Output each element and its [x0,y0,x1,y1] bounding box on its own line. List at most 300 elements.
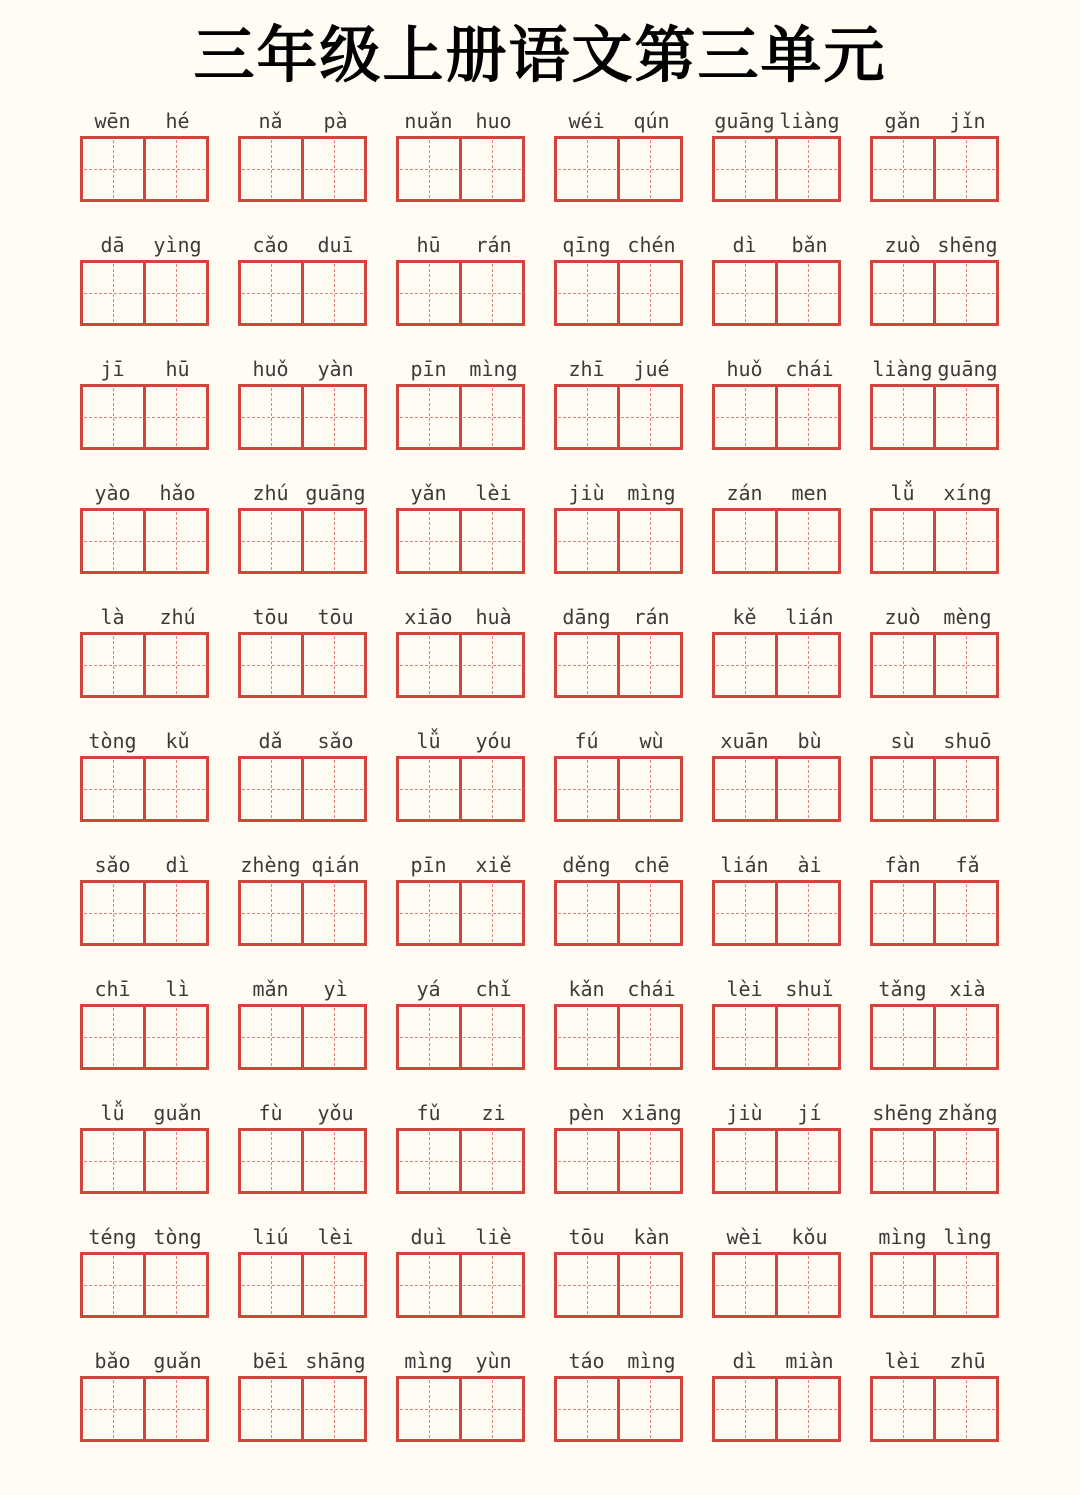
pinyin-syllable: qián [311,853,360,878]
grid-horizontal-guide [463,1285,521,1286]
writing-grid-box [143,756,209,822]
pinyin-label [870,1101,1000,1125]
grid-horizontal-guide [463,293,521,294]
writing-grid-box [143,632,209,698]
writing-grid-box [870,260,936,326]
writing-grid [870,756,1000,822]
writing-grid-box [459,1004,525,1070]
word-pair [554,1349,684,1442]
writing-grid-box [775,136,841,202]
pinyin-label [554,977,684,1001]
writing-grid-box [933,384,999,450]
pinyin-syllable: wéi [568,109,605,134]
writing-grid-box [143,1128,209,1194]
page-title: 三年级上册语文第三单元 [193,20,887,91]
writing-grid [870,880,1000,946]
writing-grid-box [459,632,525,698]
grid-horizontal-guide [463,417,521,418]
pinyin-label [396,605,526,629]
pinyin-syllable: zhèng [240,853,301,878]
grid-horizontal-guide [147,417,205,418]
writing-grid-box [712,1252,778,1318]
writing-grid-box [933,1004,999,1070]
writing-grid [870,384,1000,450]
writing-grid [712,632,842,698]
writing-grid-box [143,880,209,946]
pinyin-syllable: zhú [159,605,196,630]
pinyin-label [396,1101,526,1125]
pinyin-syllable: lì [165,977,190,1002]
grid-horizontal-guide [716,293,774,294]
writing-grid-box [80,260,146,326]
pinyin-syllable: xuān [720,729,769,754]
pinyin-syllable: bǎn [791,233,828,258]
writing-grid-box [301,880,367,946]
pinyin-label [554,729,684,753]
writing-grid-box [80,632,146,698]
pinyin-syllable: shuǐ [785,977,834,1002]
writing-grid-box [933,632,999,698]
grid-horizontal-guide [400,1161,458,1162]
grid-horizontal-guide [621,169,679,170]
pinyin-syllable: chái [785,357,834,382]
writing-grid-box [301,1252,367,1318]
writing-grid-box [80,880,146,946]
pinyin-syllable: xiāo [404,605,453,630]
word-pair [238,357,368,450]
pinyin-label [396,1225,526,1249]
pinyin-syllable: xiāng [621,1101,682,1126]
grid-horizontal-guide [305,1037,363,1038]
pinyin-syllable: hū [416,233,441,258]
pinyin-syllable: kǎn [568,977,605,1002]
grid-horizontal-guide [937,1285,995,1286]
pinyin-syllable: dì [732,1349,757,1374]
pinyin-syllable: duì [410,1225,447,1250]
pinyin-syllable: nuǎn [404,109,453,134]
writing-grid [554,136,684,202]
pinyin-label [712,1349,842,1373]
grid-horizontal-guide [242,1161,300,1162]
pinyin-syllable: yàn [317,357,354,382]
writing-grid-box [933,756,999,822]
grid-horizontal-guide [874,169,932,170]
grid-horizontal-guide [621,1037,679,1038]
grid-horizontal-guide [779,169,837,170]
grid-horizontal-guide [242,1409,300,1410]
grid-horizontal-guide [558,1037,616,1038]
pinyin-syllable: jiù [726,1101,763,1126]
grid-horizontal-guide [874,665,932,666]
writing-grid [712,1376,842,1442]
pinyin-syllable: dì [165,853,190,878]
pinyin-syllable: chái [627,977,676,1002]
pinyin-syllable: huà [475,605,512,630]
pinyin-syllable: shēng [937,233,998,258]
grid-horizontal-guide [305,1409,363,1410]
writing-grid-box [775,260,841,326]
writing-grid-box [238,136,304,202]
writing-grid [396,1376,526,1442]
pinyin-syllable: xíng [943,481,992,506]
writing-grid [554,1004,684,1070]
pinyin-syllable: dā [100,233,125,258]
writing-grid-box [870,1252,936,1318]
grid-horizontal-guide [937,665,995,666]
pinyin-label [238,729,368,753]
grid-horizontal-guide [463,1037,521,1038]
grid-horizontal-guide [242,1037,300,1038]
word-pair [712,729,842,822]
writing-grid [80,632,210,698]
word-pair [238,109,368,202]
word-pair [238,1101,368,1194]
writing-grid-box [617,260,683,326]
pinyin-label [712,481,842,505]
pinyin-label [554,233,684,257]
writing-grid [396,756,526,822]
writing-grid-box [617,136,683,202]
word-pair [396,853,526,946]
grid-horizontal-guide [84,541,142,542]
word-pair [712,1349,842,1442]
writing-grid [554,756,684,822]
word-pair [712,233,842,326]
pinyin-label [238,1225,368,1249]
writing-grid [238,1252,368,1318]
word-pair [396,481,526,574]
grid-horizontal-guide [84,169,142,170]
writing-grid-box [80,136,146,202]
pinyin-syllable: děng [562,853,611,878]
grid-horizontal-guide [463,1409,521,1410]
pinyin-syllable: yào [94,481,131,506]
word-pair [80,729,210,822]
pinyin-syllable: tòng [153,1225,202,1250]
pinyin-syllable: huo [475,109,512,134]
pinyin-syllable: kě [732,605,757,630]
pinyin-syllable: duī [317,233,354,258]
pinyin-syllable: huǒ [252,357,289,382]
grid-horizontal-guide [84,789,142,790]
word-row [0,977,1080,1070]
grid-horizontal-guide [621,293,679,294]
pinyin-label [80,357,210,381]
writing-grid-box [301,384,367,450]
writing-grid [712,508,842,574]
writing-grid-box [80,384,146,450]
pinyin-syllable: guǎn [153,1349,202,1374]
grid-horizontal-guide [84,665,142,666]
pinyin-syllable: tōu [317,605,354,630]
writing-grid-box [459,756,525,822]
grid-horizontal-guide [779,1037,837,1038]
grid-horizontal-guide [147,913,205,914]
writing-grid [870,136,1000,202]
pinyin-label [396,1349,526,1373]
writing-grid-box [459,260,525,326]
pinyin-syllable: jué [633,357,670,382]
writing-grid-box [396,508,462,574]
writing-grid-box [870,384,936,450]
pinyin-syllable: cǎo [252,233,289,258]
writing-grid-box [775,632,841,698]
pinyin-label [554,605,684,629]
grid-horizontal-guide [716,169,774,170]
word-pair [870,481,1000,574]
writing-grid [396,1252,526,1318]
writing-grid-box [712,384,778,450]
writing-grid [80,880,210,946]
pinyin-label [396,109,526,133]
pinyin-label [238,605,368,629]
word-pair [80,853,210,946]
pinyin-syllable: sǎo [94,853,131,878]
writing-grid [870,1252,1000,1318]
grid-horizontal-guide [874,293,932,294]
pinyin-label [870,357,1000,381]
grid-horizontal-guide [242,913,300,914]
writing-grid-box [617,880,683,946]
pinyin-syllable: ài [797,853,822,878]
pinyin-syllable: jī [100,357,125,382]
pinyin-syllable: chǐ [475,977,512,1002]
word-pair [238,481,368,574]
grid-horizontal-guide [716,1409,774,1410]
writing-grid-box [238,880,304,946]
grid-horizontal-guide [242,417,300,418]
grid-horizontal-guide [716,541,774,542]
grid-horizontal-guide [779,417,837,418]
pinyin-syllable: miàn [785,1349,834,1374]
writing-grid-box [775,1128,841,1194]
pinyin-syllable: men [791,481,828,506]
pinyin-syllable: hé [165,109,190,134]
writing-grid-box [554,756,620,822]
writing-grid [554,1128,684,1194]
writing-grid-box [459,880,525,946]
word-pair [238,605,368,698]
word-pair [80,357,210,450]
writing-grid-box [396,1004,462,1070]
pinyin-label [238,357,368,381]
writing-grid-box [933,508,999,574]
word-pair [80,233,210,326]
writing-grid-box [301,1128,367,1194]
writing-grid-box [238,1252,304,1318]
pinyin-syllable: qīng [562,233,611,258]
writing-grid-box [775,508,841,574]
writing-grid-box [238,260,304,326]
pinyin-syllable: mèng [943,605,992,630]
pinyin-label [870,233,1000,257]
pinyin-label [238,853,368,877]
pinyin-label [238,1349,368,1373]
writing-grid-box [80,1376,146,1442]
writing-grid-box [712,136,778,202]
grid-horizontal-guide [400,1409,458,1410]
grid-horizontal-guide [147,169,205,170]
writing-grid-box [933,136,999,202]
grid-horizontal-guide [463,169,521,170]
writing-grid [396,632,526,698]
writing-grid [80,1128,210,1194]
pinyin-syllable: huǒ [726,357,763,382]
grid-horizontal-guide [242,293,300,294]
writing-grid [712,136,842,202]
pinyin-label [870,109,1000,133]
writing-grid [396,384,526,450]
word-pair [80,977,210,1070]
pinyin-syllable: sǎo [317,729,354,754]
pinyin-syllable: rán [475,233,512,258]
word-pair [238,1225,368,1318]
pinyin-syllable: zhū [949,1349,986,1374]
grid-horizontal-guide [400,789,458,790]
writing-grid [238,1004,368,1070]
grid-horizontal-guide [874,1409,932,1410]
writing-grid-box [617,1004,683,1070]
word-pair [554,481,684,574]
pinyin-label [396,853,526,877]
pinyin-syllable: liè [475,1225,512,1250]
pinyin-label [80,1349,210,1373]
writing-grid-box [554,1252,620,1318]
writing-grid-box [933,1252,999,1318]
writing-grid-box [80,1128,146,1194]
grid-horizontal-guide [874,789,932,790]
pinyin-syllable: mìng [469,357,518,382]
grid-horizontal-guide [937,789,995,790]
word-pair [396,605,526,698]
grid-horizontal-guide [779,1409,837,1410]
pinyin-label [80,481,210,505]
writing-grid-box [238,1128,304,1194]
pinyin-syllable: dǎ [258,729,283,754]
grid-horizontal-guide [305,789,363,790]
writing-grid [80,384,210,450]
word-pair [80,1349,210,1442]
word-pair [870,977,1000,1070]
writing-grid-box [933,1128,999,1194]
pinyin-syllable: là [100,605,125,630]
pinyin-syllable: yùn [475,1349,512,1374]
writing-grid [870,632,1000,698]
writing-grid-box [396,880,462,946]
word-pair [554,853,684,946]
word-row [0,481,1080,574]
writing-grid-box [396,136,462,202]
writing-grid-box [554,384,620,450]
grid-horizontal-guide [558,417,616,418]
grid-horizontal-guide [400,665,458,666]
writing-grid [80,1004,210,1070]
word-pair [870,357,1000,450]
writing-grid-box [396,260,462,326]
word-pair [396,1225,526,1318]
writing-grid [238,880,368,946]
writing-grid-box [143,260,209,326]
pinyin-label [870,977,1000,1001]
pinyin-label [80,729,210,753]
word-pair [554,1101,684,1194]
pinyin-label [80,1225,210,1249]
pinyin-syllable: táo [568,1349,605,1374]
grid-horizontal-guide [400,417,458,418]
writing-grid [396,136,526,202]
grid-horizontal-guide [558,789,616,790]
writing-grid-box [870,756,936,822]
writing-grid-box [617,1128,683,1194]
writing-grid [870,508,1000,574]
grid-horizontal-guide [84,417,142,418]
writing-grid-box [80,1004,146,1070]
pinyin-syllable: kǔ [165,729,190,754]
word-pair [238,729,368,822]
writing-grid-box [143,1252,209,1318]
writing-grid-box [238,632,304,698]
writing-grid-box [143,384,209,450]
grid-horizontal-guide [558,1285,616,1286]
word-pair [870,109,1000,202]
pinyin-label [396,357,526,381]
pinyin-syllable: lèi [475,481,512,506]
writing-grid-box [396,632,462,698]
word-row [0,853,1080,946]
word-pair [870,1101,1000,1194]
writing-grid-box [80,508,146,574]
pinyin-syllable: gǎn [884,109,921,134]
grid-horizontal-guide [937,1037,995,1038]
writing-grid-box [459,1252,525,1318]
writing-grid-box [712,632,778,698]
writing-grid-box [80,756,146,822]
pinyin-label [80,853,210,877]
pinyin-label [712,729,842,753]
writing-grid [396,1004,526,1070]
grid-horizontal-guide [779,293,837,294]
grid-horizontal-guide [621,1161,679,1162]
pinyin-syllable: jí [797,1101,822,1126]
pinyin-syllable: guāng [937,357,998,382]
grid-horizontal-guide [400,913,458,914]
pinyin-label [554,109,684,133]
writing-grid [712,1252,842,1318]
grid-horizontal-guide [400,541,458,542]
pinyin-syllable: wèi [726,1225,763,1250]
pinyin-syllable: zán [726,481,763,506]
pinyin-label [396,729,526,753]
grid-horizontal-guide [242,789,300,790]
grid-horizontal-guide [400,1285,458,1286]
pinyin-syllable: kàn [633,1225,670,1250]
pinyin-syllable: wēn [94,109,131,134]
grid-horizontal-guide [937,169,995,170]
word-pair [80,1225,210,1318]
word-pair [554,233,684,326]
grid-horizontal-guide [463,541,521,542]
writing-grid [554,384,684,450]
writing-grid [238,508,368,574]
word-grid [0,109,1080,1442]
pinyin-label [870,853,1000,877]
pinyin-label [396,481,526,505]
writing-grid-box [933,880,999,946]
writing-grid-box [396,1252,462,1318]
pinyin-syllable: tǎng [878,977,927,1002]
writing-grid [238,384,368,450]
grid-horizontal-guide [242,541,300,542]
